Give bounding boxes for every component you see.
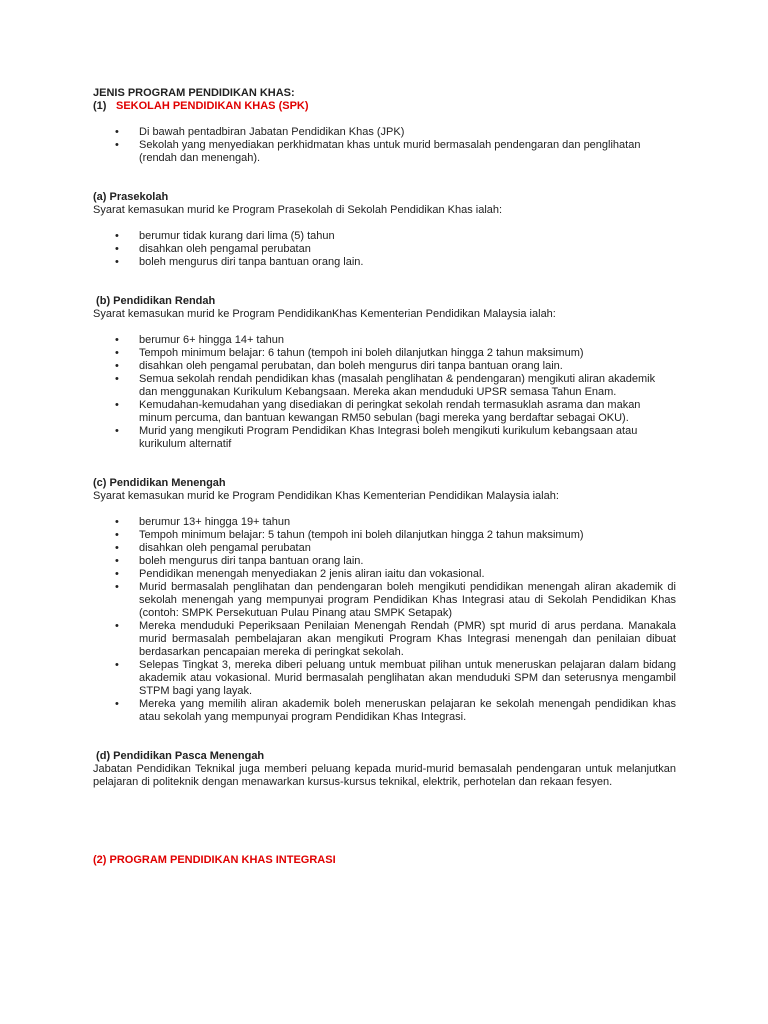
- section-title-pasca-menengah: (d) Pendidikan Pasca Menengah: [93, 750, 265, 762]
- section-intro-rendah: Syarat kemasukan murid ke Program PendidikanKhas Kementerian Pendidikan Malaysia ialah:: [93, 308, 556, 320]
- list-item: • disahkan oleh pengamal perubatan, dan boleh mengurus diri tanpa bantuan orang lain.: [93, 360, 676, 373]
- list-item: • Selepas Tingkat 3, mereka diberi peluang untuk membuat pilihan untuk meneruskan pelajaran dalam bidang akademik atau vokasional. Murid bermasalah penglihatan akan menduduki SPM dan seterusnya mengambil STPM bagi yang layak.: [93, 659, 676, 698]
- list-item: • Di bawah pentadbiran Jabatan Pendidikan Khas (JPK): [93, 126, 676, 139]
- list-item: • berumur 13+ hingga 19+ tahun: [93, 516, 676, 529]
- bullet-list-rendah: [93, 334, 676, 451]
- list-item: • boleh mengurus diri tanpa bantuan orang lain.: [93, 555, 676, 568]
- section-title-prasekolah: (a) Prasekolah: [93, 191, 169, 203]
- subheading-1: [93, 100, 676, 113]
- intro-bullet-list: [93, 126, 676, 165]
- list-item: • Semua sekolah rendah pendidikan khas (masalah penglihatan & pendengaran) mengikuti aliran akademik dan menggunakan Kurikulum Kebangsaan. Mereka akan menduduki UPSR semasa Tahun Enam.: [93, 373, 676, 399]
- bullet-list-menengah: [93, 516, 676, 724]
- section-intro-prasekolah: Syarat kemasukan murid ke Program Prasekolah di Sekolah Pendidikan Khas ialah:: [93, 204, 503, 216]
- list-item: • disahkan oleh pengamal perubatan: [93, 243, 676, 256]
- section-title-rendah: (b) Pendidikan Rendah: [93, 295, 216, 307]
- section-body-pasca-menengah: Jabatan Pendidikan Teknikal juga memberi peluang kepada murid-murid bemasalah pendengaran untuk melanjutkan pelajaran di politeknik dengan menawarkan kursus-kursus teknikal, elektrik, perhotelan dan rekaan fesyen.: [93, 763, 676, 788]
- subheading-1-title: SEKOLAH PENDIDIKAN KHAS (SPK): [116, 100, 309, 112]
- list-item: • berumur tidak kurang dari lima (5) tahun: [93, 230, 676, 243]
- section-intro-menengah: Syarat kemasukan murid ke Program Pendidikan Khas Kementerian Pendidikan Malaysia ialah:: [93, 490, 559, 502]
- list-item: • disahkan oleh pengamal perubatan: [93, 542, 676, 555]
- list-item: • Tempoh minimum belajar: 6 tahun (tempoh ini boleh dilanjutkan hingga 2 tahun maksimum): [93, 347, 676, 360]
- bullet-list-prasekolah: [93, 230, 676, 269]
- section-title-menengah: (c) Pendidikan Menengah: [93, 477, 226, 489]
- document-content: [93, 87, 676, 867]
- main-heading: JENIS PROGRAM PENDIDIKAN KHAS:: [93, 87, 295, 99]
- list-item: • Sekolah yang menyediakan perkhidmatan khas untuk murid bermasalah pendengaran dan penglihatan (rendah dan menengah).: [93, 139, 676, 165]
- list-item: • Mereka menduduki Peperiksaan Penilaian Menengah Rendah (PMR) spt murid di arus perdana. Manakala murid bermasalah pembelajaran akan mengikuti Program Khas Integrasi menengah dan penilaian dibuat berdasarkan pencapaian mereka di peringkat sekolah.: [93, 620, 676, 659]
- list-item: • boleh mengurus diri tanpa bantuan orang lain.: [93, 256, 676, 269]
- subheading-2: (2) PROGRAM PENDIDIKAN KHAS INTEGRASI: [93, 854, 336, 866]
- list-item: • Kemudahan-kemudahan yang disediakan di peringkat sekolah rendah termasuklah asrama dan makan minum percuma, dan bantuan kewangan RM50 sebulan (bagi mereka yang berdaftar sebagai OKU).: [93, 399, 676, 425]
- list-item: • Pendidikan menengah menyediakan 2 jenis aliran iaitu dan vokasional.: [93, 568, 676, 581]
- subheading-1-number: (1): [93, 100, 107, 112]
- list-item: • Murid yang mengikuti Program Pendidikan Khas Integrasi boleh mengikuti kurikulum kebangsaan atau kurikulum alternatif: [93, 425, 676, 451]
- list-item: • Tempoh minimum belajar: 5 tahun (tempoh ini boleh dilanjutkan hingga 2 tahun maksimum): [93, 529, 676, 542]
- list-item: • berumur 6+ hingga 14+ tahun: [93, 334, 676, 347]
- list-item: • Mereka yang memilih aliran akademik boleh meneruskan pelajaran ke sekolah menengah pendidikan khas atau sekolah yang mempunyai program Pendidikan Khas Integrasi.: [93, 698, 676, 724]
- list-item: • Murid bermasalah penglihatan dan pendengaran boleh mengikuti pendidikan menengah aliran akademik di sekolah menengah yang mempunyai program Pendidikan Khas Integrasi atau di Sekolah Pendidikan Khas (contoh: SMPK Persekutuan Pulau Pinang atau SMPK Setapak): [93, 581, 676, 620]
